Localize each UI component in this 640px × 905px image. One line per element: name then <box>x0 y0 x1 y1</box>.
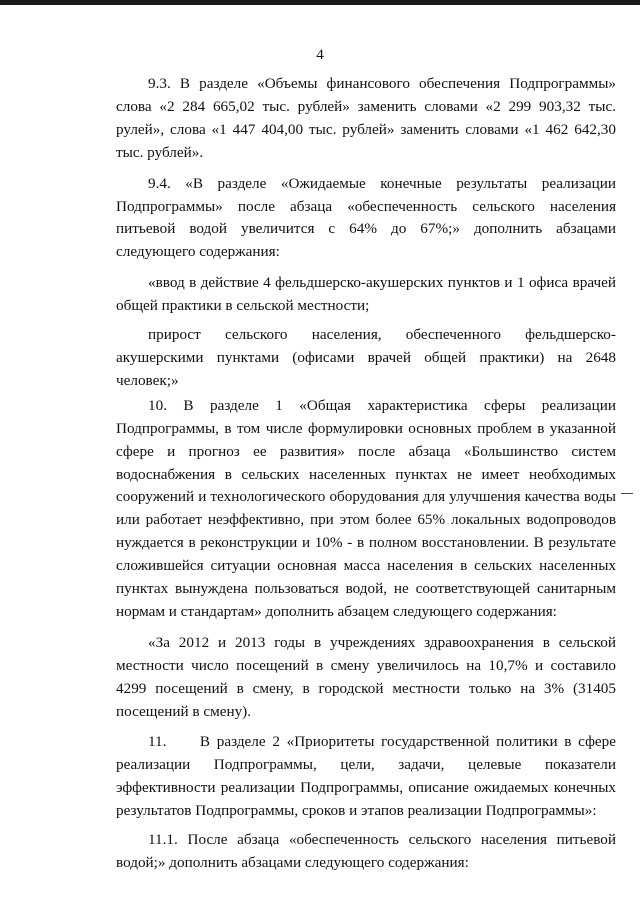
paragraph-9-4-text: 9.4. «В разделе «Ожидаемые конечные результаты реализации Подпрограммы» после абзаца «обеспеченность сельского населения питьевой водой увеличится с 64% до 67%;» дополнить абзацами следующего содержания: <box>116 174 616 261</box>
quote-paragraph-2-first-line <box>116 324 616 347</box>
quote-paragraph-3-text: «За 2012 и 2013 годы в учреждениях здравоохранения в сельской местности число посещений в смену увеличилось на 10,7% и составило 4299 посещений в смену, в городской местности только на 3% (31405 посещений в смену). <box>116 633 616 720</box>
q2-word-3: населения, <box>311 326 382 344</box>
q2-word-1: прирост <box>148 326 201 344</box>
document-body <box>116 73 620 875</box>
q2-word-5: фельдшерско- <box>525 326 616 344</box>
scan-top-border <box>0 0 640 5</box>
paragraph-9-3-text: 9.3. В разделе «Объемы финансового обеспечения Подпрограммы» слова «2 284 665,02 тыс. рублей» заменить словами «2 299 903,32 тыс. рулей», слова «1 447 404,00 тыс. рублей» заменить словами «1 462 642,30 тыс. рублей». <box>116 75 616 161</box>
paragraph-10-text: 10. В разделе 1 «Общая характеристика сферы реализации Подпрограммы, в том числе формулировки основных проблем в указанной сфере и прогноз ее развития» после абзаца «Большинство систем водоснабжения в сельских населенных пунктах не имеет необходимых сооружений и технологического оборудования для улучшения качества воды или работает неэффективно, при этом более 65% локальных водопроводов нуждается в реконструкции и 10% - в полном восстановлении. В результате сложившейся ситуации основная масса населения в сельских населенных пунктах вынуждена пользоваться водой, не соответствующей санитарным нормам и стандартам» дополнить абзацем следующего содержания: <box>116 396 616 620</box>
quote-paragraph-2 <box>116 324 616 393</box>
paragraph-11-text: 11. В разделе 2 «Приоритеты государственной политики в сфере реализации Подпрограммы, цели, задачи, целевые показатели эффективности реализации Подпрограммы, описание ожидаемых конечных результатов Подпрограммы, сроков и этапов реализации Подпрограммы»: <box>116 733 620 820</box>
scan-margin-mark <box>621 493 633 494</box>
quote-paragraph-2-rest: акушерскими пунктами (офисами врачей общей практики) на 2648 человек;» <box>116 348 616 389</box>
quote-paragraph-3 <box>116 632 616 724</box>
paragraph-11-1-text: 11.1. После абзаца «обеспеченность сельского населения питьевой водой;» дополнить абзацами следующего содержания: <box>116 831 616 871</box>
page-number: 4 <box>316 47 324 63</box>
q2-word-2: сельского <box>224 326 288 344</box>
paragraph-11 <box>116 731 620 823</box>
q2-word-4: обеспеченного <box>405 326 501 344</box>
paragraph-9-3 <box>116 73 616 165</box>
paragraph-11-1 <box>116 829 616 875</box>
quote-paragraph-1-text: «ввод в действие 4 фельдшерско-акушерских пунктов и 1 офиса врачей общей практики в сельской местности; <box>116 274 616 315</box>
paragraph-9-4 <box>116 173 616 265</box>
paragraph-10 <box>116 395 616 624</box>
quote-paragraph-1 <box>116 272 616 318</box>
